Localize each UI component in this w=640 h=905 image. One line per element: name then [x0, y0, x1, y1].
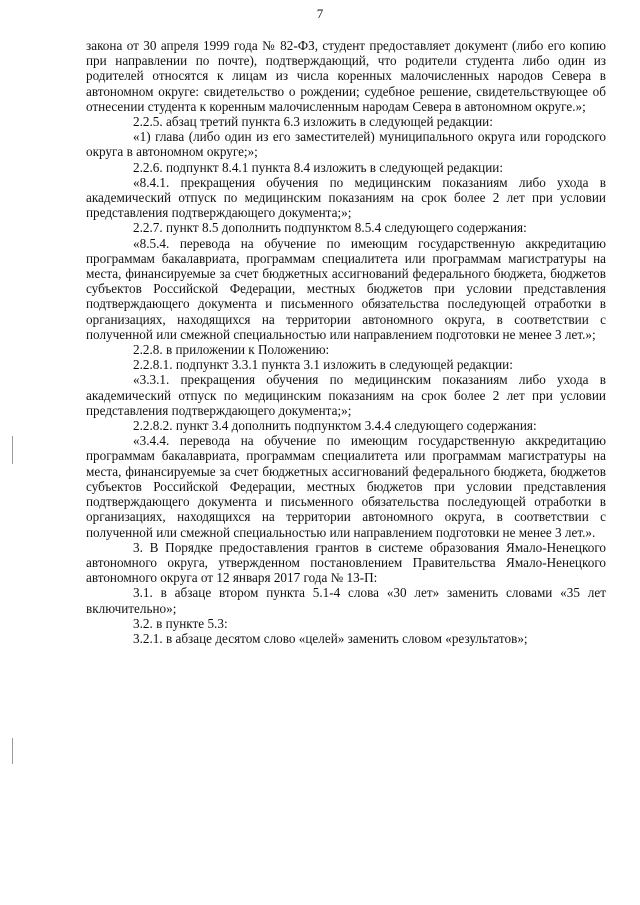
paragraph: «3.3.1. прекращения обучения по медицинским показаниям либо ухода в академический отпуск по медицинским показаниям на срок более 2 лет при условии представления подтверждающего документа;»; [86, 372, 606, 418]
paragraph: 2.2.8.1. подпункт 3.3.1 пункта 3.1 изложить в следующей редакции: [133, 357, 513, 373]
paragraph: 3.1. в абзаце втором пункта 5.1-4 слова «30 лет» заменить словами «35 лет включительно»; [86, 585, 606, 616]
paragraph: 3. В Порядке предоставления грантов в системе образования Ямало-Ненецкого автономного округа, утвержденном постановлением Правительства Ямало-Ненецкого автономного округа от 12 января 2017 года № 13-П: [86, 539, 606, 586]
paragraph: «8.5.4. перевода на обучение по имеющим государственную аккредитацию программам бакалавриата, программам специалитета или программам магистратуры на места, финансируемые за счет бюджетных ассигнований федерального бюджета, бюджетов субъектов Российской Федерации, местных бюджетов при условии представления подтверждающего документа и письменного обязательства последующей отработки в организациях, находящихся на территории автономного округа, в соответствии с полученной или смежной специальностью или направлением подготовки не менее 3 лет.»; [86, 235, 606, 342]
paragraph: 2.2.7. пункт 8.5 дополнить подпунктом 8.5.4 следующего содержания: [133, 220, 527, 236]
page-number: 7 [316, 6, 324, 21]
scan-edge-mark [12, 436, 13, 464]
paragraph: 3.2. в пункте 5.3: [133, 615, 228, 631]
paragraph: 2.2.5. абзац третий пункта 6.3 изложить в следующей редакции: [133, 114, 493, 130]
paragraph: 2.2.8.2. пункт 3.4 дополнить подпунктом 3.4.4 следующего содержания: [133, 418, 537, 434]
paragraph: 2.2.8. в приложении к Положению: [133, 342, 330, 358]
paragraph: «3.4.4. перевода на обучение по имеющим государственную аккредитацию программам бакалавриата, программам специалитета или программам магистратуры на места, финансируемые за счет бюджетных ассигнований федерального бюджета, бюджетов субъектов Российской Федерации, местных бюджетов при условии представления подтверждающего документа и письменного обязательства последующей отработки в организациях, находящихся на территории автономного округа, в соответствии с полученной или смежной специальностью или направлением подготовки не менее 3 лет.». [86, 433, 606, 540]
paragraph: закона от 30 апреля 1999 года № 82-ФЗ, студент предоставляет документ (либо его копию при направлении по почте), подтверждающий, что родители студента либо один из родителей относятся к лицам из числа коренных малочисленных народов Севера в автономном округе: свидетельство о рождении; судебное решение, свидетельствующее об отнесении студента к коренным малочисленным народам Севера в автономном округе.»; [86, 38, 606, 114]
scan-edge-mark [12, 738, 13, 764]
paragraph: «1) глава (либо один из его заместителей) муниципального округа или городского округа в автономном округе;»; [86, 129, 606, 160]
paragraph: 3.2.1. в абзаце десятом слово «целей» заменить словом «результатов»; [133, 630, 528, 646]
document-body [86, 38, 606, 646]
paragraph: 2.2.6. подпункт 8.4.1 пункта 8.4 изложить в следующей редакции: [133, 159, 504, 175]
paragraph: «8.4.1. прекращения обучения по медицинским показаниям либо ухода в академический отпуск по медицинским показаниям на срок более 2 лет при условии представления подтверждающего документа;»; [86, 174, 606, 221]
